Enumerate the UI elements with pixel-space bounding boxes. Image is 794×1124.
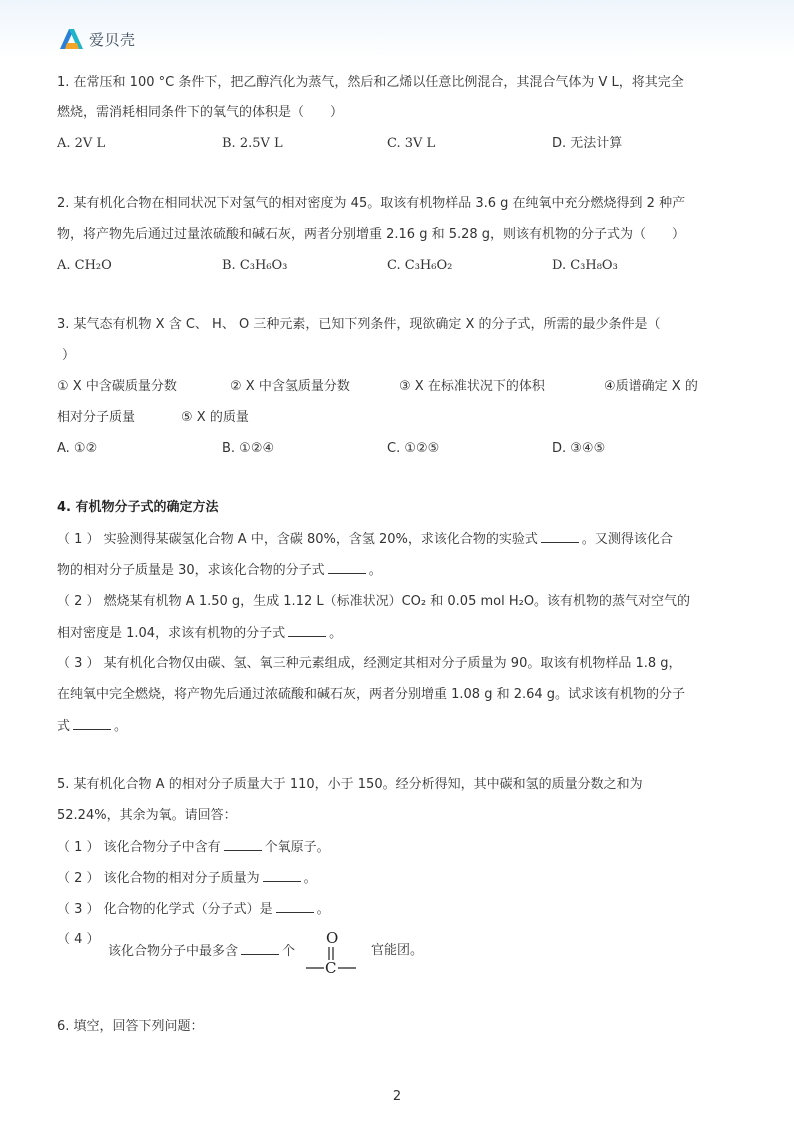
q2-option-d: D. C₃H₈O₃: [552, 258, 618, 273]
q5-sub4-text-b: 个: [282, 944, 296, 959]
q2-option-c: C. C₃H₆O₂: [387, 258, 453, 273]
q4-title: 4. 有机物分子式的确定方法: [57, 500, 219, 515]
q1-option-b: B. 2.5V L: [222, 136, 283, 151]
q2-line1: 2. 某有机化合物在相同状况下对氢气的相对密度为 45。取该有机物样品 3.6 g 在纯氧中充分燃烧得到 2 种产: [57, 196, 686, 211]
q4-part3-line3: [57, 717, 127, 736]
q4-part1-blank-2[interactable]: [328, 561, 366, 574]
q2-line2: 物，将产物先后通过过量浓硫酸和碱石灰，两者分别增重 2.16 g 和 5.28 g，则该有机物的分子式为（ ）: [57, 227, 686, 242]
q4-part3-text-c: 式: [57, 719, 71, 734]
q5-sub1-text-b: 个氧原子。: [264, 840, 330, 855]
q5-line1: 5. 某有机化合物 A 的相对分子质量大于 110，小于 150。经分析得知，其中碳和氢的质量分数之和为: [57, 777, 643, 792]
q3-option-c: C. ①②⑤: [387, 441, 440, 456]
q5-sub2-text-a: （ 2 ） 该化合物的相对分子质量为: [57, 871, 260, 886]
q5-sub3-text-a: （ 3 ） 化合物的化学式（分子式）是: [57, 902, 273, 917]
q3-condition-5: ⑤ X 的质量: [181, 410, 249, 425]
q1-option-d: D. 无法计算: [552, 136, 623, 151]
q4-part3-text-d: 。: [114, 719, 128, 734]
q5-sub4-blank[interactable]: [241, 942, 279, 955]
q5-sub4: [108, 942, 295, 961]
q1-option-c: C. 3V L: [387, 136, 436, 151]
q3-condition-2: ② X 中含氢质量分数: [230, 379, 350, 394]
q4-part1-line2: [57, 561, 382, 580]
brand-logo: [58, 28, 136, 50]
q3-option-d: D. ③④⑤: [552, 441, 606, 456]
q4-part3-blank[interactable]: [73, 717, 111, 730]
q5-sub1: [57, 838, 330, 857]
q2-option-a: A. CH₂O: [57, 258, 112, 273]
brand-logo-icon: [58, 29, 84, 49]
q3-condition-3: ③ X 在标准状况下的体积: [399, 379, 545, 394]
q5-sub3-blank[interactable]: [276, 900, 314, 913]
q6-line1: 6. 填空，回答下列问题：: [57, 1019, 204, 1034]
q5-sub1-blank[interactable]: [224, 838, 262, 851]
q5-sub2-blank[interactable]: [263, 869, 301, 882]
q5-sub1-text-a: （ 1 ） 该化合物分子中含有: [57, 840, 221, 855]
q5-sub3-text-b: 。: [316, 902, 330, 917]
q4-part2-blank[interactable]: [288, 624, 326, 637]
q1-line2: 燃烧，需消耗相同条件下的氧气的体积是（ ）: [57, 105, 344, 120]
q4-part1-text-c: 物的相对分子质量是 30，求该化合物的分子式: [57, 563, 325, 578]
q3-line1: 3. 某气态有机物 X 含 C、 H、 O 三种元素，已知下列条件，现欲确定 X 的分子式，所需的最少条件是（: [57, 317, 661, 332]
q5-line2: 52.24%，其余为氧。请回答：: [57, 808, 237, 823]
q3-condition-4: ④质谱确定 X 的: [604, 379, 698, 394]
q4-part1-blank-1[interactable]: [541, 530, 579, 543]
carbonyl-carbon: C: [325, 959, 337, 977]
q1-line1: 1. 在常压和 100 °C 条件下，把乙醇汽化为蒸气，然后和乙烯以任意比例混合，其混合气体为 V L，将其完全: [57, 75, 684, 90]
q5-sub3: [57, 900, 330, 919]
q3-condition-1: ① X 中含碳质量分数: [57, 379, 177, 394]
q4-part1-line1: [57, 530, 673, 549]
carbonyl-oxygen: O: [326, 929, 339, 947]
carbonyl-group-structure: [300, 927, 360, 979]
q3-option-a: A. ①②: [57, 441, 98, 456]
q4-part1-text-a: （ 1 ） 实验测得某碳氢化合物 A 中，含碳 80%，含氢 20%，求该化合物的实验式: [57, 532, 538, 547]
q4-part3-line1: （ 3 ） 某有机化合物仅由碳、氢、氧三种元素组成，经测定其相对分子质量为 90。取该有机物样品 1.8 g，: [57, 656, 682, 671]
q4-part2-line2: [57, 624, 342, 643]
q1-option-a: A. 2V L: [57, 136, 106, 151]
q4-part2-text-b: 相对密度是 1.04，求该有机物的分子式: [57, 626, 286, 641]
q5-sub4-text-a: 该化合物分子中最多含: [108, 944, 239, 959]
q3-line2: ）: [62, 348, 76, 363]
brand-name: 爱贝壳: [89, 30, 136, 49]
page-number: 2: [392, 1089, 402, 1104]
q4-part2-text-c: 。: [329, 626, 343, 641]
q3-option-b: B. ①②④: [222, 441, 275, 456]
q4-part1-text-b: 。又测得该化合: [581, 532, 673, 547]
q5-sub2: [57, 869, 317, 888]
q4-part2-line1: （ 2 ） 燃烧某有机物 A 1.50 g，生成 1.12 L（标准状况）CO₂ 和 0.05 mol H₂O。该有机物的蒸气对空气的: [57, 594, 691, 609]
q5-sub4-label: （ 4 ）: [57, 932, 100, 947]
q5-sub2-text-b: 。: [303, 871, 317, 886]
q4-part1-text-d: 。: [368, 563, 382, 578]
q4-part3-line2: 在纯氧中完全燃烧，将产物先后通过浓硫酸和碱石灰，两者分别增重 1.08 g 和 2.64 g。试求该有机物的分子: [57, 687, 686, 702]
q3-condition-4-cont: 相对分子质量: [57, 410, 136, 425]
q5-sub4-text-c: 官能团。: [371, 943, 424, 958]
q2-option-b: B. C₃H₆O₃: [222, 258, 288, 273]
